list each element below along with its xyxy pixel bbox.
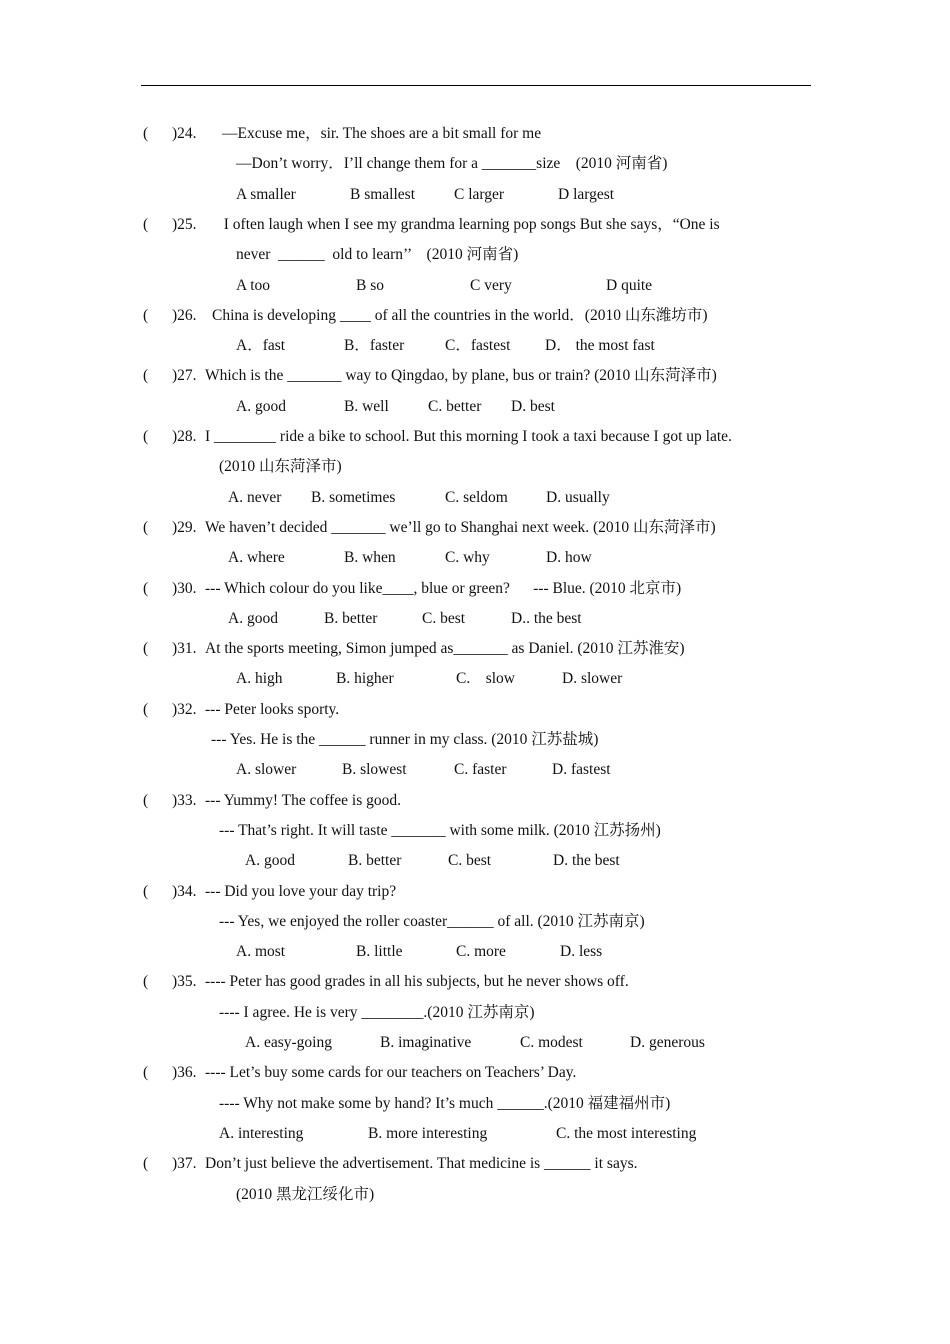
option-choice: D. less (560, 943, 603, 961)
option-choice: B so (356, 276, 384, 294)
question-number: )29. (172, 518, 197, 536)
question-stem: ---- Let’s buy some cards for our teachers on Teachers’ Day. (205, 1064, 577, 1082)
option-choice: D quite (606, 276, 653, 294)
option-choice: C. slow (456, 670, 515, 688)
option-choice: B. better (324, 609, 378, 627)
question-continuation: --- Yes. He is the ______ runner in my class. (2010 江苏盐城) (211, 731, 599, 748)
question-stem: China is developing ____ of all the countries in the world．(2010 山东潍坊市) (212, 306, 708, 324)
answer-paren: ( (143, 428, 149, 445)
question-stem: I often laugh when I see my grandma learning pop songs But she says，“One is (216, 215, 720, 233)
option-choice: B. better (348, 852, 402, 870)
question-continuation: (2010 黑龙江绥化市) (236, 1185, 375, 1203)
question-stem: --- Peter looks sporty. (205, 700, 340, 718)
question-continuation: --- That’s right. It will taste _______ with some milk. (2010 江苏扬州) (219, 821, 661, 839)
option-choice: B. well (344, 397, 389, 415)
question-continuation: ---- I agree. He is very ________.(2010 江苏南京) (219, 1003, 535, 1021)
option-choice: A．fast (236, 337, 286, 355)
question-number: )37. (172, 1155, 197, 1173)
option-choice: B. sometimes (311, 488, 396, 506)
option-choice: C. better (428, 397, 482, 415)
option-choice: C. faster (454, 761, 507, 779)
answer-paren: ( (143, 579, 149, 597)
question-stem: Which is the _______ way to Qingdao, by plane, bus or train? (2010 山东菏泽市) (205, 367, 717, 385)
answer-paren: ( (143, 1155, 149, 1173)
question-continuation: —Don’t worry．I’ll change them for a _______size (2010 河南省) (236, 155, 668, 173)
question-number: )26. (172, 306, 197, 324)
option-choice: A. never (228, 488, 282, 506)
question-stem: --- Yummy! The coffee is good. (205, 791, 401, 809)
option-choice: D. how (546, 549, 592, 567)
question-continuation: never ______ old to learn’’ (2010 河南省) (236, 246, 519, 264)
question-stem: I ________ ride a bike to school. But this morning I took a taxi because I got up late. (205, 428, 732, 445)
question-stem: --- Did you love your day trip? (205, 882, 397, 900)
header-rule (141, 85, 811, 86)
answer-paren: ( (143, 1064, 149, 1082)
option-choice: C. seldom (445, 488, 508, 506)
option-choice: A. good (228, 609, 278, 627)
option-choice: B. when (344, 549, 396, 567)
option-choice: D. best (511, 397, 555, 415)
option-choice: C．fastest (445, 337, 511, 355)
answer-paren: ( (143, 791, 149, 809)
answer-paren: ( (143, 306, 149, 324)
question-number: )28. (172, 428, 197, 445)
question-number: )35. (172, 973, 197, 991)
question-number: )32. (172, 700, 197, 718)
option-choice: D． the most fast (545, 337, 655, 355)
question-number: )33. (172, 791, 197, 809)
option-choice: C. modest (520, 1034, 583, 1051)
answer-paren: ( (143, 640, 149, 658)
answer-paren: ( (143, 700, 149, 718)
answer-paren: ( (143, 367, 149, 385)
option-choice: A. where (228, 549, 285, 567)
question-stem: ---- Peter has good grades in all his subjects, but he never shows off. (205, 973, 629, 991)
question-stem: —Excuse me，sir. The shoes are a bit small for me (222, 125, 542, 142)
option-choice: C very (470, 276, 512, 294)
option-choice: A too (236, 276, 271, 294)
question-number: )31. (172, 640, 197, 658)
option-choice: D. generous (630, 1034, 705, 1051)
option-choice: B. more interesting (368, 1124, 488, 1142)
question-number: )30. (172, 579, 197, 597)
answer-paren: ( (143, 518, 149, 536)
question-number: )24. (172, 125, 197, 142)
option-choice: D. fastest (552, 761, 611, 779)
option-choice: A. good (245, 852, 295, 870)
question-number: )25. (172, 215, 197, 233)
option-choice: B. imaginative (380, 1034, 472, 1051)
option-choice: D. slower (562, 670, 623, 688)
question-continuation: ---- Why not make some by hand? It’s much ______.(2010 福建福州市) (219, 1094, 671, 1112)
answer-paren: ( (143, 125, 149, 142)
option-choice: C. best (448, 852, 492, 870)
option-choice: C. why (445, 549, 490, 567)
question-stem: At the sports meeting, Simon jumped as_______ as Daniel. (2010 江苏淮安) (205, 640, 685, 658)
question-stem: --- Which colour do you like____, blue or green? --- Blue. (2010 北京市) (205, 579, 682, 597)
question-continuation: (2010 山东菏泽市) (219, 458, 342, 476)
option-choice: A. interesting (219, 1124, 304, 1142)
answer-paren: ( (143, 215, 149, 233)
question-number: )27. (172, 367, 197, 385)
option-choice: D largest (558, 185, 615, 203)
option-choice: C larger (454, 185, 505, 203)
question-number: )36. (172, 1064, 197, 1082)
option-choice: D.. the best (511, 609, 582, 627)
answer-paren: ( (143, 973, 149, 991)
question-stem: Don’t just believe the advertisement. That medicine is ______ it says. (205, 1155, 638, 1173)
option-choice: D. the best (553, 852, 620, 870)
option-choice: A. good (236, 397, 286, 415)
option-choice: B. slowest (342, 761, 407, 779)
option-choice: B．faster (344, 337, 405, 355)
question-continuation: --- Yes, we enjoyed the roller coaster______ of all. (2010 江苏南京) (219, 912, 645, 930)
option-choice: B. little (356, 943, 403, 961)
option-choice: A. most (236, 943, 286, 961)
option-choice: C. the most interesting (556, 1124, 697, 1142)
option-choice: C. best (422, 609, 466, 627)
question-number: )34. (172, 882, 197, 900)
question-stem: We haven’t decided _______ we’ll go to Shanghai next week. (2010 山东菏泽市) (205, 518, 716, 536)
option-choice: D. usually (546, 488, 610, 506)
option-choice: A. slower (236, 761, 297, 779)
option-choice: A. high (236, 670, 283, 688)
answer-paren: ( (143, 882, 149, 900)
option-choice: B. higher (336, 670, 394, 688)
option-choice: A smaller (236, 185, 296, 203)
option-choice: C. more (456, 943, 506, 961)
option-choice: A. easy-going (245, 1034, 332, 1051)
option-choice: B smallest (350, 185, 416, 203)
